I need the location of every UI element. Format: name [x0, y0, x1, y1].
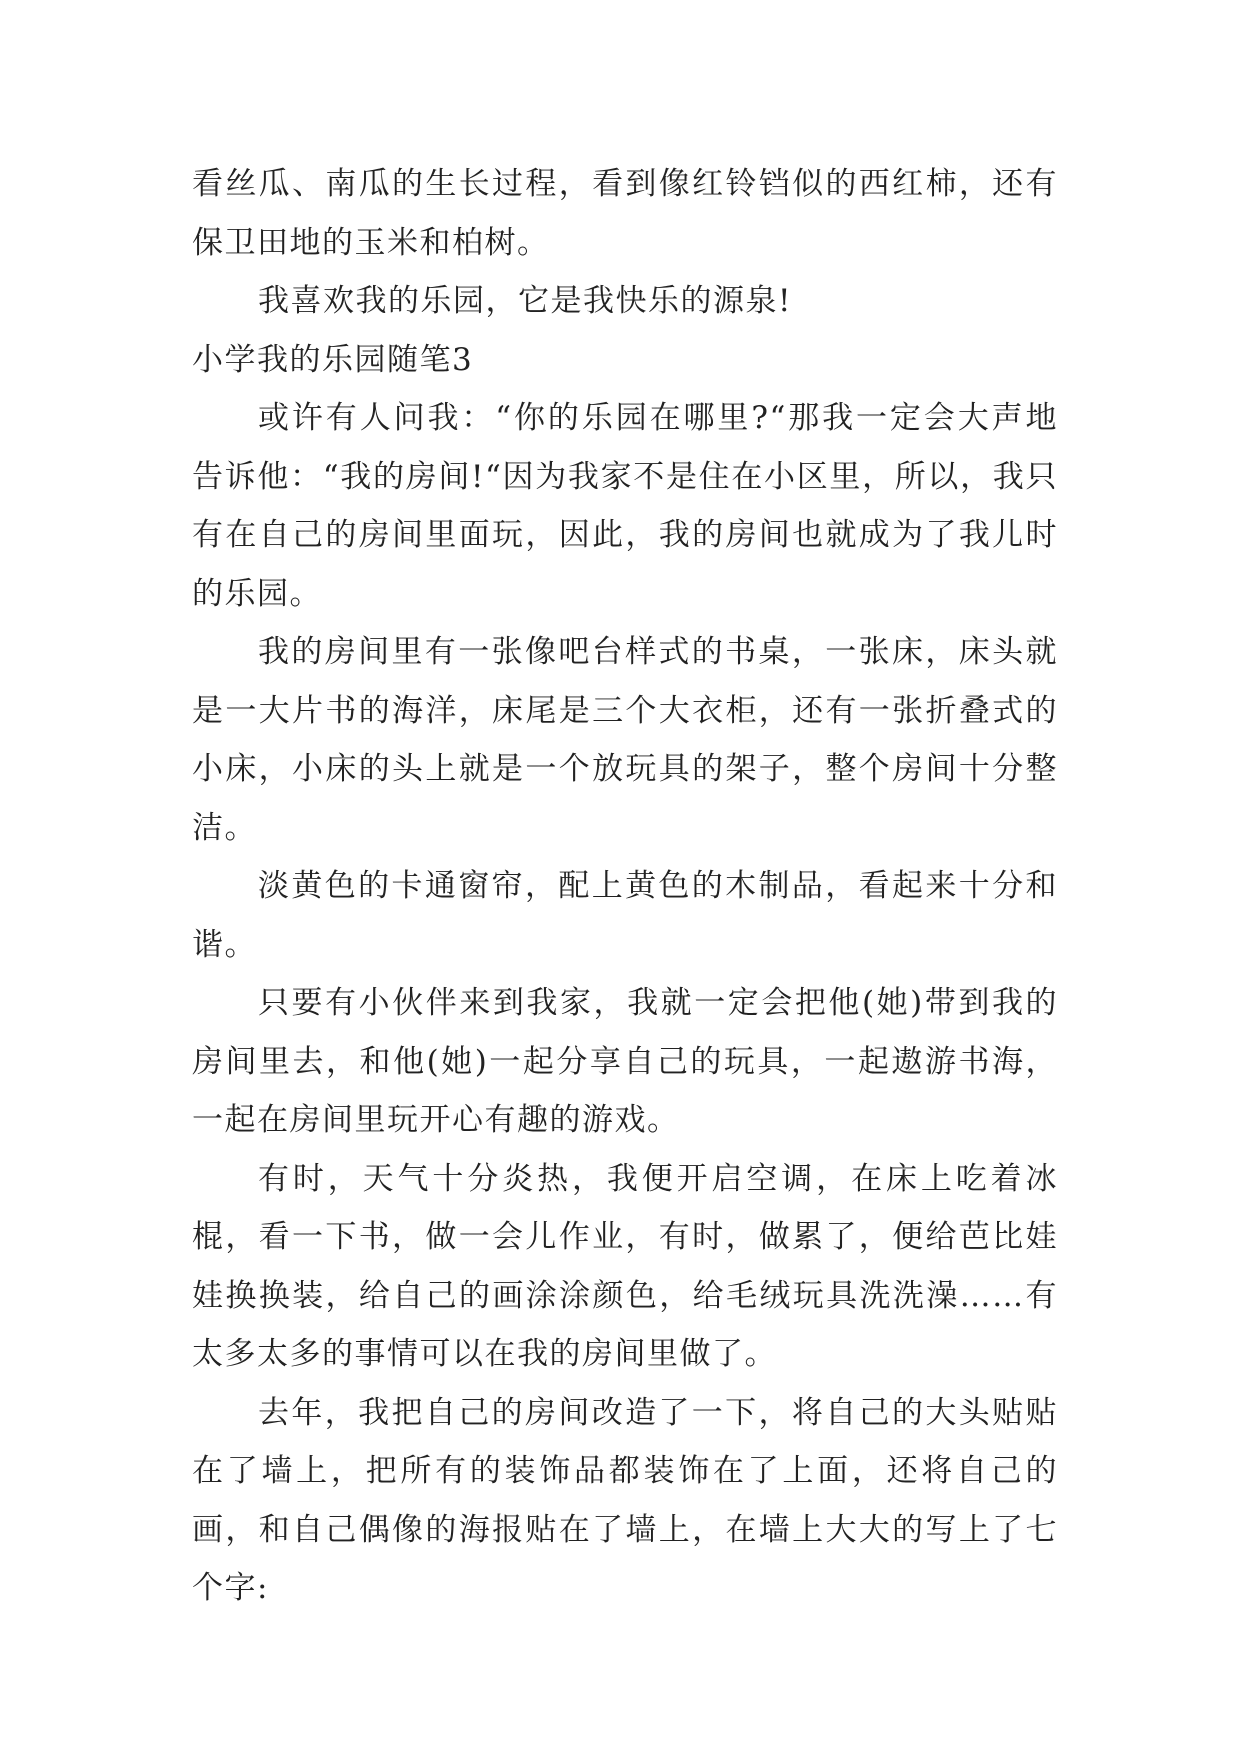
paragraph-room-renovation: 去年，我把自己的房间改造了一下，将自己的大头贴贴在了墙上，把所有的装饰品都装饰在了上面，还将自己的画，和自己偶像的海报贴在了墙上，在墙上大大的写上了七个字:: [192, 1394, 1058, 1606]
paragraph-garden-plants: 看丝瓜、南瓜的生长过程，看到像红铃铛似的西红柿，还有保卫田地的玉米和柏树。: [192, 166, 1058, 261]
paragraph-where-is-paradise: 或许有人问我：“你的乐园在哪里?“那我一定会大声地告诉他：“我的房间!“因为我家不是住在小区里，所以，我只有在自己的房间里面玩，因此，我的房间也就成为了我儿时的乐园。: [192, 400, 1058, 612]
paragraph-happy-source: 我喜欢我的乐园，它是我快乐的源泉!: [258, 283, 792, 319]
paragraph-curtains: 淡黄色的卡通窗帘，配上黄色的木制品，看起来十分和谐。: [192, 868, 1058, 963]
paragraph-friends-visit: 只要有小伙伴来到我家，我就一定会把他(她)带到我的房间里去，和他(她)一起分享自己的玩具，一起遨游书海，一起在房间里玩开心有趣的游戏。: [192, 985, 1058, 1138]
section-heading: 小学我的乐园随笔3: [192, 341, 474, 378]
document-page: [192, 155, 1058, 1618]
paragraph-hot-weather: 有时，天气十分炎热，我便开启空调，在床上吃着冰棍，看一下书，做一会儿作业，有时，做累了，便给芭比娃娃换换装，给自己的画涂涂颜色，给毛绒玩具洗洗澡……有太多太多的事情可以在我的房间里做了。: [192, 1160, 1058, 1372]
paragraph-room-furniture: 我的房间里有一张像吧台样式的书桌，一张床，床头就是一大片书的海洋，床尾是三个大衣柜，还有一张折叠式的小床，小床的头上就是一个放玩具的架子，整个房间十分整洁。: [192, 634, 1058, 846]
